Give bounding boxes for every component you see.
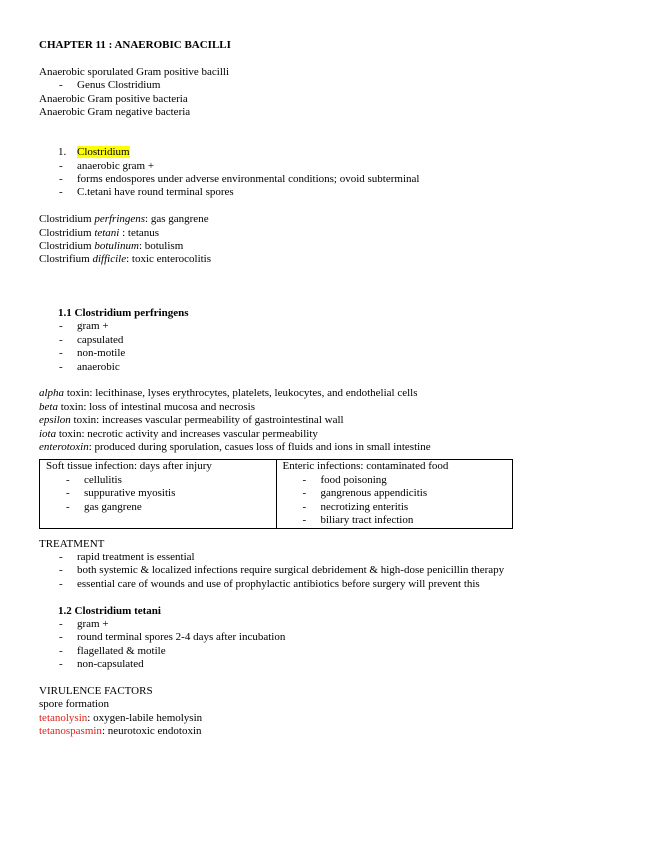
- list-item: - anaerobic: [59, 360, 120, 373]
- enteric-title: Enteric infections: contaminated food: [282, 460, 449, 473]
- intro-line-3: Anaerobic Gram negative bacteria: [39, 106, 191, 119]
- species-line: Clostridium tetani : tetanus: [39, 226, 160, 239]
- list-item: - both systemic & localized infections require surgical debridement & high-dose penicillin therapy: [59, 564, 505, 577]
- list-item: - flagellated & motile: [59, 644, 166, 657]
- list-item: - C.tetani have round terminal spores: [59, 186, 234, 199]
- spore-formation: spore formation: [39, 698, 109, 711]
- list-item: - biliary tract infection: [302, 514, 414, 527]
- intro-sub-item: - Genus Clostridium: [59, 79, 161, 92]
- toxin-line: alpha toxin: lecithinase, lyses erythrocytes, platelets, leukocytes, and endothelial cells: [39, 387, 418, 400]
- list-item: - forms endospores under adverse environmental conditions; ovoid subterminal: [59, 173, 420, 186]
- list-item: - non-motile: [59, 347, 126, 360]
- list-item: - gangrenous appendicitis: [302, 487, 428, 500]
- section-1-heading: 1. Clostridium: [58, 146, 130, 159]
- list-item: - cellulitis: [66, 473, 122, 486]
- enteric-cell: [276, 460, 513, 528]
- list-item: - non-capsulated: [59, 658, 144, 671]
- toxin-line: enterotoxin: produced during sporulation, casues loss of fluids and ions in small intestine: [39, 441, 431, 454]
- species-line: Clostrifium difficile: toxic enterocolitis: [39, 253, 212, 266]
- list-item: - gram +: [59, 617, 109, 630]
- virulence-factor: tetanolysin: oxygen-labile hemolysin: [39, 711, 203, 724]
- section-1-2-heading: 1.2 Clostridium tetani: [58, 604, 161, 617]
- section-1-1-heading: 1.1 Clostridium perfringens: [58, 307, 189, 320]
- species-line: Clostridium perfringens: gas gangrene: [39, 213, 209, 226]
- infection-table: [39, 459, 513, 528]
- list-item: - capsulated: [59, 333, 124, 346]
- document-page: [39, 39, 619, 739]
- virulence-heading: VIRULENCE FACTORS: [39, 684, 153, 697]
- list-item: - suppurative myositis: [66, 487, 176, 500]
- list-item: - gas gangrene: [66, 500, 142, 513]
- list-item: - necrotizing enteritis: [302, 500, 409, 513]
- soft-tissue-cell: [40, 460, 277, 528]
- list-item: - gram +: [59, 320, 109, 333]
- species-line: Clostridium botulinum: botulism: [39, 240, 184, 253]
- list-item: - food poisoning: [302, 473, 387, 486]
- toxin-line: iota toxin: necrotic activity and increases vascular permeability: [39, 427, 318, 440]
- intro-line-2: Anaerobic Gram positive bacteria: [39, 92, 188, 105]
- list-item: - rapid treatment is essential: [59, 550, 195, 563]
- list-item: - round terminal spores 2-4 days after incubation: [59, 631, 286, 644]
- treatment-heading: TREATMENT: [39, 537, 105, 550]
- list-item: - essential care of wounds and use of prophylactic antibiotics before surgery will prevent this: [59, 577, 480, 590]
- intro-line-1: Anaerobic sporulated Gram positive bacilli: [39, 65, 229, 78]
- toxin-line: beta toxin: loss of intestinal mucosa and necrosis: [39, 400, 256, 413]
- toxin-line: epsilon toxin: increases vascular permeability of gastrointestinal wall: [39, 414, 344, 427]
- soft-tissue-title: Soft tissue infection: days after injury: [46, 460, 212, 473]
- chapter-title: CHAPTER 11 : ANAEROBIC BACILLI: [39, 39, 231, 51]
- virulence-factor: tetanospasmin: neurotoxic endotoxin: [39, 725, 202, 738]
- list-item: - anaerobic gram +: [59, 159, 155, 172]
